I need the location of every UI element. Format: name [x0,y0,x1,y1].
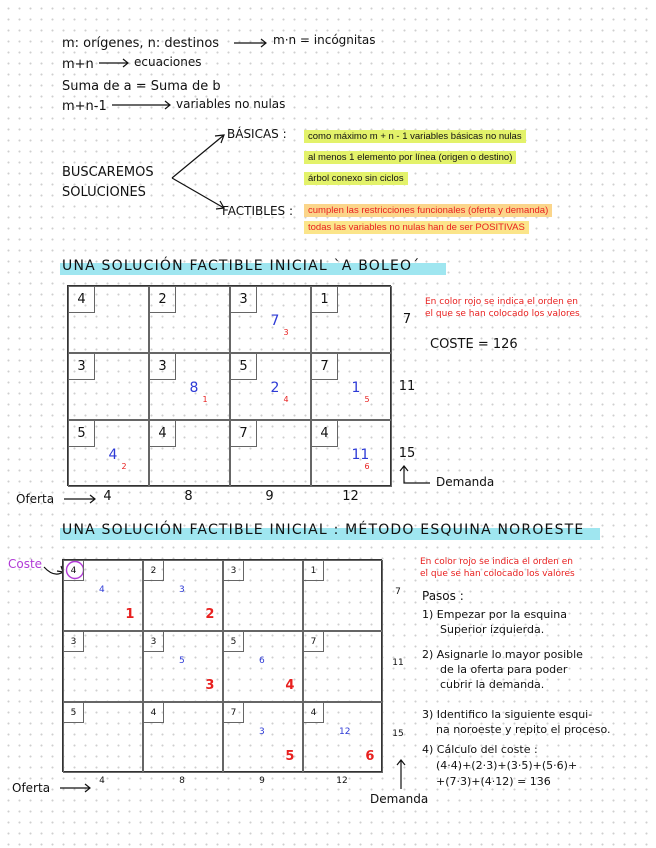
paso-1 [422,607,567,637]
paso-1-line2: Superior izquierda. [440,623,545,636]
cost-value: 3 [64,632,84,652]
supply-value: 15 [398,445,416,461]
cost-value: 7 [312,354,338,380]
allocation-order: 5 [364,394,370,404]
cost-value: 4 [150,421,176,447]
cost-value: 2 [150,287,176,313]
intro-line-4b: variables no nulas [176,97,286,111]
basicas-item-1 [304,131,526,142]
section2-note [420,556,575,580]
cost-value: 1 [304,561,324,581]
cell-r1-c1 [68,286,149,353]
allocation-value: 4 [99,584,105,595]
demand-value: 9 [259,776,265,786]
cell-r2-c1 [68,353,149,420]
cost-value: 2 [144,561,164,581]
section1-oferta-label: Oferta [16,492,55,506]
allocation-value: 11 [351,446,370,463]
section1-demanda-label: Demanda [436,475,495,489]
paso-3-line2: na noroeste y repito el proceso. [436,723,611,736]
section1-note [425,296,580,320]
allocation-value: 3 [259,726,265,737]
intro-line-2b: ecuaciones [134,55,202,69]
supply-value: 15 [392,729,404,740]
paso-1-line1: 1) Empezar por la esquina [422,608,567,621]
paso-2-line2: de la oferta para poder [440,663,568,676]
intro-line-2a: m+n [62,57,94,72]
cell-r3-c2 [143,702,223,773]
cost-value: 3 [144,632,164,652]
cost-value: 4 [144,703,164,723]
basicas-item-2 [304,152,516,163]
intro-line-1a: m: orígenes, n: destinos [62,36,220,51]
basicas-label: BÁSICAS : [227,127,287,141]
paso-2-line3: cubrir la demanda. [440,678,545,691]
allocation-order: 4 [285,677,295,693]
allocation-value: 5 [179,655,185,666]
branch-root [62,163,154,203]
demand-value: 12 [336,776,348,786]
cost-value: 5 [69,421,95,447]
basicas-item-3-text: árbol conexo sin ciclos [304,172,408,185]
allocation-order: 3 [205,677,215,693]
paso-4-line3: +(7·3)+(4·12) = 136 [436,775,551,788]
cell-r3-c2 [149,420,230,487]
cell-r3-c1 [63,702,143,773]
demand-value: 4 [103,489,112,504]
demand-value: 4 [99,776,105,786]
allocation-order: 2 [121,461,127,471]
allocation-order: 1 [125,606,135,622]
basicas-item-1-text: como máximo m + n - 1 variables básicas no nulas [304,130,526,143]
factibles-label: FACTIBLES : [222,204,294,218]
factibles-item-2-text: todas las variables no nulas han de ser POSITIVAS [304,221,529,234]
paso-4 [422,742,577,790]
allocation-order: 3 [283,327,289,337]
factibles-item-2 [304,222,529,233]
intro-line-3: Suma de a = Suma de b [62,79,221,94]
demand-value: 8 [179,776,185,786]
cost-value: 4 [64,561,84,581]
section1-title: UNA SOLUCIÓN FACTIBLE INICIAL `A BOLEO´ [62,258,421,274]
cost-value: 7 [304,632,324,652]
allocation-value: 8 [189,379,199,396]
paso-4-line2: (4·4)+(2·3)+(3·5)+(5·6)+ [436,759,578,772]
allocation-order: 1 [202,394,208,404]
supply-value: 7 [402,311,412,327]
allocation-order: 2 [205,606,215,622]
cost-value: 7 [224,703,244,723]
section2-note-line2: el que se han colocado los valores [420,569,575,579]
demand-value: 9 [265,489,274,504]
factibles-item-1 [304,205,552,216]
branch-root-line1: BUSCAREMOS [62,165,154,180]
paso-2-line1: 2) Asignarle lo mayor posible [422,648,583,661]
allocation-value: 7 [270,312,280,329]
cost-value: 4 [304,703,324,723]
cost-value: 3 [150,354,176,380]
cost-value: 1 [312,287,338,313]
cost-value: 4 [69,287,95,313]
allocation-value: 6 [259,655,265,666]
section1-coste: COSTE = 126 [430,337,518,352]
section2-demanda-label: Demanda [370,792,429,806]
cost-value: 7 [231,421,257,447]
intro-line-4a: m+n-1 [62,99,107,114]
allocation-value: 2 [270,379,280,396]
coste-label: Coste [8,557,43,571]
allocation-order: 4 [283,394,289,404]
cost-value: 3 [69,354,95,380]
section2-note-line1: En color rojo se indica el orden en [420,557,573,567]
allocation-order: 6 [365,748,375,764]
paso-3-line1: 3) Identifico la siguiente esqui- [422,708,593,721]
cost-value: 3 [231,287,257,313]
cell-r1-c3 [223,560,303,631]
section2-grid [62,559,382,772]
cell-r1-c2 [149,286,230,353]
section1-note-line2: el que se han colocado los valores [425,309,580,319]
factibles-item-1-text: cumplen las restricciones funcionales (oferta y demanda) [304,204,552,217]
cell-r2-c1 [63,631,143,702]
cell-r2-c4 [303,631,383,702]
paso-4-line1: 4) Cálculo del coste : [422,743,538,756]
basicas-item-2-text: al menos 1 elemento por línea (origen o destino) [304,151,516,164]
cell-r1-c4 [303,560,383,631]
allocation-order: 6 [364,461,370,471]
section1-note-line1: En color rojo se indica el orden en [425,297,578,307]
supply-value: 11 [398,378,416,394]
section1-grid [67,285,391,486]
basicas-item-3 [304,173,408,184]
section2-oferta-label: Oferta [12,781,51,795]
demand-value: 12 [342,489,359,504]
supply-value: 7 [395,587,401,598]
demand-value: 8 [184,489,193,504]
branch-root-line2: SOLUCIONES [62,185,146,200]
cost-value: 3 [224,561,244,581]
allocation-value: 4 [108,446,118,463]
cost-value: 5 [224,632,244,652]
allocation-value: 1 [351,379,361,396]
cost-value: 5 [64,703,84,723]
allocation-value: 12 [339,726,351,737]
cost-value: 4 [312,421,338,447]
paso-3 [422,707,611,737]
intro-line-1b: m·n = incógnitas [273,33,376,47]
pasos-label: Pasos : [422,589,464,603]
cell-r1-c4 [311,286,392,353]
allocation-order: 5 [285,748,295,764]
cost-value: 5 [231,354,257,380]
section2-title: UNA SOLUCIÓN FACTIBLE INICIAL : MÉTODO ESQUINA NOROESTE [62,522,585,538]
allocation-value: 3 [179,584,185,595]
cell-r3-c3 [230,420,311,487]
paso-2 [422,647,583,692]
supply-value: 11 [392,658,404,669]
